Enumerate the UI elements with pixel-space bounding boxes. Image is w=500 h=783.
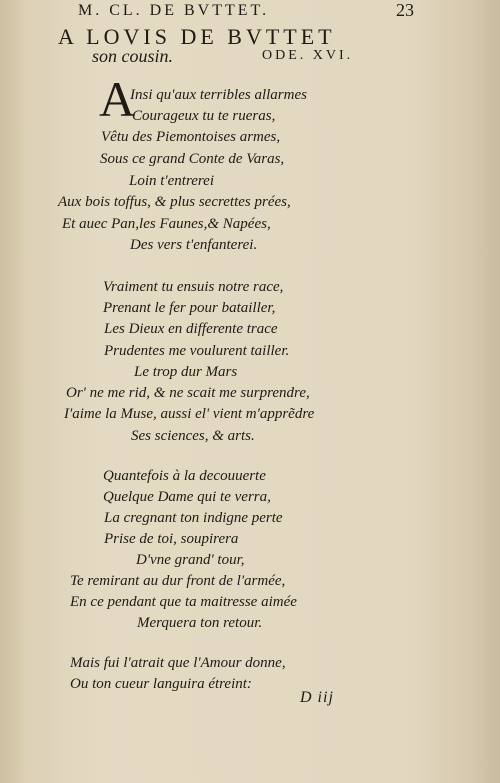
- running-head: M. CL. DE BVTTET.: [78, 2, 270, 19]
- verse-line: I'aime la Muse, aussi el' vient m'apprẽdre: [64, 406, 315, 422]
- ode-subtitle: son cousin.: [92, 46, 173, 66]
- verse-line: Prudentes me voulurent tailler.: [104, 343, 290, 359]
- verse-line: Aux bois toffus, & plus secrettes prées,: [58, 194, 291, 210]
- verse-line: Sous ce grand Conte de Varas,: [100, 151, 285, 167]
- page-edge-shadow: [430, 0, 500, 783]
- verse-line: D'vne grand' tour,: [136, 552, 245, 568]
- verse-line: Quelque Dame qui te verra,: [103, 489, 271, 505]
- verse-line: Vêtu des Piemontoises armes,: [101, 129, 281, 145]
- verse-line: Te remirant au dur front de l'armée,: [70, 573, 286, 589]
- verse-line: Ou ton cueur languira étreint:: [70, 676, 252, 692]
- verse-line: Le trop dur Mars: [134, 364, 238, 380]
- verse-line: Vraiment tu ensuis notre race,: [103, 279, 284, 295]
- ode-number: ODE. XVI.: [262, 48, 354, 63]
- verse-line: La cregnant ton indigne perte: [104, 510, 283, 526]
- page-number: 23: [396, 0, 414, 20]
- verse-line: Les Dieux en differente trace: [104, 321, 278, 337]
- drop-capital: A: [99, 71, 136, 127]
- verse-line: Insi qu'aux terribles allarmes: [130, 87, 307, 103]
- verse-line: Mais fui l'atrait que l'Amour donne,: [70, 655, 286, 671]
- verse-line: Quantefois à la decouuerte: [103, 468, 266, 484]
- signature-mark: D iij: [300, 689, 334, 706]
- verse-line: Or' ne me rid, & ne scait me surprendre,: [66, 385, 310, 401]
- verse-line: Prise de toi, soupirera: [104, 531, 239, 547]
- verse-line: Et auec Pan,les Faunes,& Napées,: [62, 216, 271, 232]
- verse-line: Loin t'entrerei: [129, 173, 215, 189]
- verse-line: Prenant le fer pour batailler,: [103, 300, 276, 316]
- verse-line: Des vers t'enfanterei.: [130, 237, 258, 253]
- verse-line: Merquera ton retour.: [137, 615, 263, 631]
- verse-line: En ce pendant que ta maitresse aimée: [70, 594, 297, 610]
- ode-title: A LOVIS DE BVTTET: [58, 24, 336, 49]
- verse-line: Ses sciences, & arts.: [131, 428, 255, 444]
- verse-line: Courageux tu te rueras,: [132, 108, 276, 124]
